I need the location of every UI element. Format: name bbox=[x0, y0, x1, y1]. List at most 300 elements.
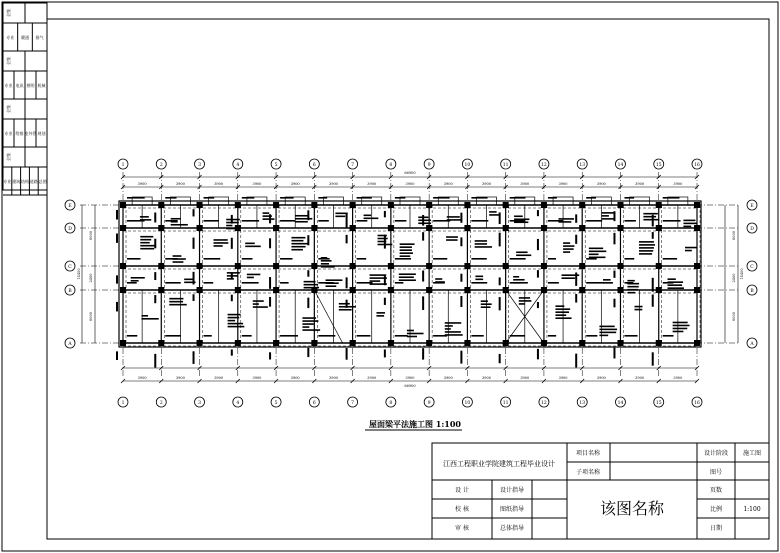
bay-dimension-bottom: 3900 bbox=[520, 376, 530, 380]
stamp-title: 会签 bbox=[6, 9, 11, 17]
beam-annotation bbox=[204, 220, 219, 222]
column bbox=[311, 202, 317, 208]
column bbox=[617, 225, 623, 231]
beam-annotation bbox=[116, 275, 118, 283]
beam-annotation bbox=[418, 219, 431, 221]
beam-annotation bbox=[318, 197, 327, 199]
beam-annotation bbox=[624, 282, 633, 284]
beam-annotation bbox=[231, 349, 233, 355]
axis-number-bottom: 11 bbox=[502, 401, 509, 406]
stamp-cell-text: 排气 bbox=[35, 35, 44, 40]
beam-annotation bbox=[269, 238, 271, 248]
beam-annotation bbox=[599, 332, 616, 334]
column bbox=[617, 263, 623, 269]
axis-number-bottom: 14 bbox=[617, 401, 624, 406]
column bbox=[694, 263, 700, 269]
beam-annotation bbox=[475, 243, 487, 245]
bay-dimension-bottom: 3900 bbox=[137, 376, 147, 380]
beam-annotation bbox=[555, 305, 564, 307]
drawing-number-label: 图号 bbox=[709, 469, 723, 476]
beam-annotation bbox=[395, 335, 408, 337]
beam-annotation bbox=[537, 349, 539, 360]
beam-annotation bbox=[307, 298, 309, 308]
beam-annotation bbox=[291, 237, 305, 239]
beam-annotation bbox=[302, 326, 309, 328]
role-review: 审 核 bbox=[455, 525, 469, 532]
beam-annotation bbox=[499, 354, 501, 363]
beam-annotation bbox=[339, 309, 352, 311]
beam-annotation bbox=[575, 272, 577, 285]
beam-annotation bbox=[460, 296, 462, 307]
beam-annotation bbox=[116, 234, 118, 243]
column bbox=[656, 287, 662, 293]
title-block bbox=[432, 443, 769, 539]
scale-value: 1:100 bbox=[743, 506, 761, 513]
beam-annotation bbox=[357, 335, 371, 337]
beam-annotation bbox=[519, 300, 532, 302]
axis-number-top: 16 bbox=[694, 163, 700, 168]
beam-annotation bbox=[668, 278, 676, 280]
beam-annotation bbox=[603, 279, 611, 281]
beam-annotation bbox=[253, 306, 268, 308]
row-label-right: B bbox=[750, 289, 754, 294]
column bbox=[388, 340, 394, 346]
column bbox=[273, 287, 279, 293]
beam-annotation bbox=[562, 277, 575, 279]
column bbox=[541, 202, 547, 208]
beam-annotation bbox=[321, 266, 335, 268]
stamp-cell-text: 给排 bbox=[15, 131, 24, 136]
beam-annotation bbox=[384, 298, 386, 305]
beam-annotation bbox=[471, 258, 486, 260]
beam-annotation bbox=[376, 315, 384, 317]
beam-annotation bbox=[516, 251, 527, 253]
beam-annotation bbox=[624, 258, 634, 260]
beam-annotation bbox=[165, 197, 176, 199]
beam-annotation bbox=[446, 236, 458, 238]
subproject-name-label: 子项名称 bbox=[575, 469, 601, 476]
beam-annotation bbox=[169, 301, 183, 303]
column bbox=[426, 225, 432, 231]
axis-number-top: 2 bbox=[159, 163, 163, 168]
beam-annotation bbox=[291, 246, 305, 248]
column bbox=[656, 263, 662, 269]
beam-annotation bbox=[586, 258, 596, 260]
beam-annotation bbox=[269, 277, 271, 289]
floor-plan bbox=[65, 159, 757, 407]
beam-annotation bbox=[400, 249, 412, 251]
axis-number-top: 6 bbox=[312, 163, 316, 168]
beam-annotation bbox=[418, 222, 431, 224]
left-total-dimension: 14400 bbox=[77, 268, 81, 280]
beam-annotation bbox=[685, 250, 692, 252]
beam-annotation bbox=[513, 276, 519, 278]
beam-annotation bbox=[510, 197, 526, 199]
beam-annotation bbox=[318, 335, 335, 337]
beam-annotation bbox=[384, 349, 386, 357]
beam-annotation bbox=[280, 282, 289, 284]
beam-annotation bbox=[613, 271, 615, 278]
beam-annotation bbox=[668, 287, 684, 289]
beam-annotation bbox=[555, 311, 569, 313]
beam-annotation bbox=[475, 276, 483, 278]
beam-annotation bbox=[370, 280, 381, 282]
axis-number-bottom: 7 bbox=[351, 401, 355, 406]
role-check: 校 核 bbox=[455, 506, 469, 513]
stamp-cell-text: 暖通 bbox=[21, 35, 29, 40]
stamp-cell-text: 专业 bbox=[6, 35, 15, 40]
beam-annotation bbox=[445, 325, 453, 327]
beam-annotation bbox=[563, 251, 570, 253]
column bbox=[350, 225, 356, 231]
beam-annotation bbox=[127, 258, 141, 260]
beam-annotation bbox=[226, 225, 232, 227]
bay-dimension-bottom: 3900 bbox=[252, 376, 262, 380]
column bbox=[464, 202, 470, 208]
design-stage-label: 设计阶段 bbox=[703, 450, 729, 457]
beam-annotation bbox=[213, 245, 222, 247]
column bbox=[197, 225, 203, 231]
beam-annotation bbox=[575, 235, 577, 244]
column bbox=[311, 225, 317, 231]
beam-annotation bbox=[399, 279, 416, 281]
bay-dimension-bottom: 3900 bbox=[329, 376, 338, 380]
beam-annotation bbox=[116, 302, 118, 312]
beam-annotation bbox=[291, 240, 303, 242]
beam-annotation bbox=[141, 315, 148, 317]
column bbox=[617, 340, 623, 346]
stamp-cell-text: 专业 bbox=[3, 179, 12, 184]
beam-annotation bbox=[663, 258, 677, 260]
beam-annotation bbox=[253, 300, 264, 302]
role-design: 设 计 bbox=[455, 487, 469, 494]
axis-number-bottom: 16 bbox=[694, 401, 700, 406]
beam-annotation bbox=[384, 211, 386, 217]
beam-annotation bbox=[339, 303, 350, 305]
beam-annotation bbox=[228, 320, 236, 322]
beam-annotation bbox=[346, 214, 348, 228]
beam-annotation bbox=[193, 294, 195, 301]
column bbox=[197, 287, 203, 293]
beam-annotation bbox=[422, 232, 424, 240]
beam-annotation bbox=[627, 289, 638, 291]
column bbox=[158, 225, 164, 231]
bay-dimension-top: 3900 bbox=[482, 182, 491, 186]
column bbox=[273, 340, 279, 346]
column bbox=[617, 287, 623, 293]
column bbox=[120, 263, 126, 269]
beam-annotation bbox=[613, 299, 615, 308]
beam-annotation bbox=[318, 220, 329, 222]
beam-annotation bbox=[269, 214, 271, 223]
column bbox=[656, 202, 662, 208]
beam-annotation bbox=[247, 277, 254, 279]
beam-annotation bbox=[304, 284, 318, 286]
beam-annotation bbox=[204, 282, 214, 284]
beam-annotation bbox=[613, 348, 615, 359]
beam-annotation bbox=[399, 273, 416, 275]
beam-annotation bbox=[422, 215, 424, 226]
date-label: 日期 bbox=[709, 525, 723, 532]
beam-annotation bbox=[499, 233, 501, 247]
beam-annotation bbox=[307, 270, 309, 276]
beam-annotation bbox=[514, 215, 523, 217]
column bbox=[235, 263, 241, 269]
design-stage-value: 施工图 bbox=[742, 450, 762, 457]
beam-annotation bbox=[510, 258, 526, 260]
role-design-guide: 设计指导 bbox=[499, 487, 525, 494]
beam-annotation bbox=[395, 197, 405, 199]
beam-annotation bbox=[471, 282, 487, 284]
beam-annotation bbox=[516, 254, 531, 256]
beam-annotation bbox=[204, 335, 212, 337]
beam-annotation bbox=[634, 306, 642, 308]
beam-annotation bbox=[663, 220, 681, 222]
beam-annotation bbox=[489, 211, 496, 213]
beam-annotation bbox=[193, 351, 195, 364]
beam-annotation bbox=[127, 335, 137, 337]
beam-annotation bbox=[639, 244, 655, 246]
column bbox=[426, 202, 432, 208]
column bbox=[120, 340, 126, 346]
row-label-right: E bbox=[750, 204, 754, 209]
beam-annotation bbox=[400, 255, 411, 257]
column bbox=[388, 263, 394, 269]
beam-annotation bbox=[131, 277, 145, 279]
beam-annotation bbox=[242, 258, 253, 260]
stamp-title: 会签 bbox=[6, 105, 11, 113]
beam-annotation bbox=[116, 351, 118, 360]
total-dimension-bottom: 66900 bbox=[404, 384, 416, 388]
beam-annotation bbox=[663, 282, 674, 284]
beam-annotation bbox=[683, 220, 695, 222]
beam-annotation bbox=[624, 335, 637, 337]
beam-annotation bbox=[304, 281, 316, 283]
beam-annotation bbox=[575, 294, 577, 303]
beam-annotation bbox=[302, 320, 318, 322]
beam-annotation bbox=[555, 308, 570, 310]
beam-annotation bbox=[460, 213, 462, 223]
beam-annotation bbox=[407, 336, 417, 338]
beam-annotation bbox=[489, 214, 499, 216]
beam-annotation bbox=[140, 248, 154, 250]
bay-dimension-top: 3900 bbox=[214, 182, 224, 186]
beam-annotation bbox=[563, 242, 570, 244]
right-total-dimension: 14400 bbox=[740, 268, 744, 280]
beam-annotation bbox=[652, 294, 654, 306]
column bbox=[579, 340, 585, 346]
row-label-left: A bbox=[68, 342, 72, 347]
stamp-cell-text: 规划 bbox=[37, 131, 46, 136]
column bbox=[311, 340, 317, 346]
axis-number-top: 15 bbox=[655, 163, 662, 168]
column bbox=[464, 287, 470, 293]
axis-number-bottom: 4 bbox=[236, 401, 240, 406]
stamp-cell-text: 总图 bbox=[38, 179, 47, 184]
beam-annotation bbox=[226, 228, 236, 230]
stamp-cell-text: 结构 bbox=[21, 179, 29, 184]
stamp-cell-text: 专业 bbox=[4, 131, 13, 136]
beam-annotation bbox=[683, 226, 691, 228]
axis-number-top: 7 bbox=[351, 163, 355, 168]
bay-dimension-top: 3900 bbox=[635, 182, 645, 186]
beam-annotation bbox=[400, 243, 415, 245]
beam-annotation bbox=[242, 197, 255, 199]
beam-annotation bbox=[599, 329, 617, 331]
beam-annotation bbox=[169, 298, 183, 300]
beam-annotation bbox=[231, 273, 233, 280]
beam-annotation bbox=[335, 216, 345, 218]
beam-annotation bbox=[683, 223, 697, 225]
axis-number-bottom: 8 bbox=[389, 401, 393, 406]
beam-annotation bbox=[304, 287, 319, 289]
axis-number-top: 1 bbox=[121, 163, 125, 168]
beam-annotation bbox=[548, 335, 556, 337]
column bbox=[235, 287, 241, 293]
beam-annotation bbox=[291, 249, 303, 251]
beam-annotation bbox=[384, 235, 386, 249]
bay-dimension-bottom: 3900 bbox=[443, 376, 453, 380]
bay-dimension-bottom: 3900 bbox=[290, 376, 300, 380]
beam-annotation bbox=[399, 276, 414, 278]
bay-dimension-top: 3900 bbox=[290, 182, 300, 186]
beam-annotation bbox=[140, 242, 149, 244]
beam-annotation bbox=[321, 263, 329, 265]
beam-annotation bbox=[116, 210, 118, 220]
beam-annotation bbox=[499, 297, 501, 310]
beam-annotation bbox=[624, 197, 634, 199]
beam-annotation bbox=[537, 239, 539, 250]
beam-annotation bbox=[231, 238, 233, 249]
beam-annotation bbox=[685, 247, 697, 249]
row-label-right: C bbox=[750, 265, 754, 270]
axis-number-top: 10 bbox=[464, 163, 471, 168]
left-dimension: 2400 bbox=[89, 273, 93, 283]
beam-annotation bbox=[193, 272, 195, 285]
beam-annotation bbox=[407, 330, 414, 332]
beam-annotation bbox=[652, 232, 654, 239]
beam-annotation bbox=[141, 318, 158, 320]
bay-dimension-bottom: 3900 bbox=[673, 376, 683, 380]
bay-dimension-bottom: 3900 bbox=[367, 376, 377, 380]
beam-annotation bbox=[575, 354, 577, 368]
bay-dimension-top: 3900 bbox=[175, 182, 185, 186]
beam-annotation bbox=[471, 335, 483, 337]
beam-annotation bbox=[407, 333, 424, 335]
beam-annotation bbox=[643, 213, 657, 215]
beam-annotation bbox=[302, 317, 316, 319]
beam-annotation bbox=[165, 220, 177, 222]
right-dimension: 6000 bbox=[732, 231, 736, 240]
axis-number-top: 13 bbox=[579, 163, 586, 168]
beam-annotation bbox=[307, 210, 309, 220]
column bbox=[158, 287, 164, 293]
beam-annotation bbox=[537, 210, 539, 216]
left-signoff-stamp bbox=[3, 3, 47, 195]
beam-annotation bbox=[326, 279, 343, 281]
beam-annotation bbox=[422, 271, 424, 282]
beam-annotation bbox=[471, 220, 488, 222]
beam-annotation bbox=[346, 235, 348, 244]
beam-annotation bbox=[422, 296, 424, 310]
bay-dimension-top: 3900 bbox=[367, 182, 377, 186]
beam-annotation bbox=[475, 246, 492, 248]
column bbox=[579, 263, 585, 269]
axis-number-bottom: 13 bbox=[579, 401, 586, 406]
beam-annotation bbox=[613, 233, 615, 244]
beam-annotation bbox=[499, 212, 501, 224]
row-label-left: D bbox=[68, 227, 72, 232]
axis-number-bottom: 1 bbox=[121, 401, 125, 406]
stamp-cell-text: 室外管 bbox=[24, 131, 37, 136]
beam-annotation bbox=[639, 253, 652, 255]
beam-annotation bbox=[326, 285, 337, 287]
beam-annotation bbox=[445, 334, 463, 336]
column bbox=[197, 202, 203, 208]
beam-annotation bbox=[555, 317, 571, 319]
column bbox=[426, 287, 432, 293]
beam-annotation bbox=[227, 272, 240, 274]
beam-annotation bbox=[634, 309, 642, 311]
beam-annotation bbox=[400, 246, 412, 248]
beam-annotation bbox=[395, 282, 404, 284]
column bbox=[579, 225, 585, 231]
column bbox=[350, 202, 356, 208]
column bbox=[426, 340, 432, 346]
beam-annotation bbox=[639, 247, 654, 249]
beam-annotation bbox=[384, 275, 386, 285]
school-title: 江西工程职业学院建筑工程毕业设计 bbox=[443, 460, 555, 468]
axis-number-bottom: 10 bbox=[464, 401, 471, 406]
beam-annotation bbox=[548, 197, 557, 199]
beam-annotation bbox=[563, 248, 574, 250]
beam-annotation bbox=[253, 303, 259, 305]
beam-annotation bbox=[357, 197, 372, 199]
beam-annotation bbox=[589, 248, 603, 250]
column bbox=[311, 263, 317, 269]
beam-annotation bbox=[627, 292, 635, 294]
beam-annotation bbox=[307, 235, 309, 245]
beam-annotation bbox=[227, 278, 234, 280]
beam-annotation bbox=[307, 348, 309, 357]
beam-annotation bbox=[627, 280, 634, 282]
beam-annotation bbox=[433, 282, 445, 284]
beam-annotation bbox=[471, 197, 487, 199]
left-dimension: 6000 bbox=[89, 312, 93, 321]
column bbox=[464, 340, 470, 346]
beam-annotation bbox=[171, 224, 188, 226]
bay-dimension-top: 3900 bbox=[329, 182, 338, 186]
beam-annotation bbox=[370, 274, 387, 276]
beam-annotation bbox=[228, 323, 244, 325]
axis-number-bottom: 2 bbox=[159, 401, 163, 406]
beam-annotation bbox=[602, 212, 614, 214]
column bbox=[197, 263, 203, 269]
beam-annotation bbox=[131, 280, 139, 282]
plan-caption: 屋面梁平法施工图 1:100 bbox=[368, 419, 462, 429]
beam-annotation bbox=[213, 242, 228, 244]
beam-annotation bbox=[435, 278, 442, 280]
column bbox=[273, 202, 279, 208]
stamp-cell-text: 照明 bbox=[26, 83, 35, 88]
column bbox=[235, 202, 241, 208]
beam-annotation bbox=[242, 282, 259, 284]
axis-number-top: 9 bbox=[427, 163, 431, 168]
beam-annotation bbox=[460, 351, 462, 364]
bay-dimension-bottom: 3900 bbox=[596, 376, 606, 380]
beam-annotation bbox=[481, 303, 492, 305]
beam-annotation bbox=[510, 220, 526, 222]
